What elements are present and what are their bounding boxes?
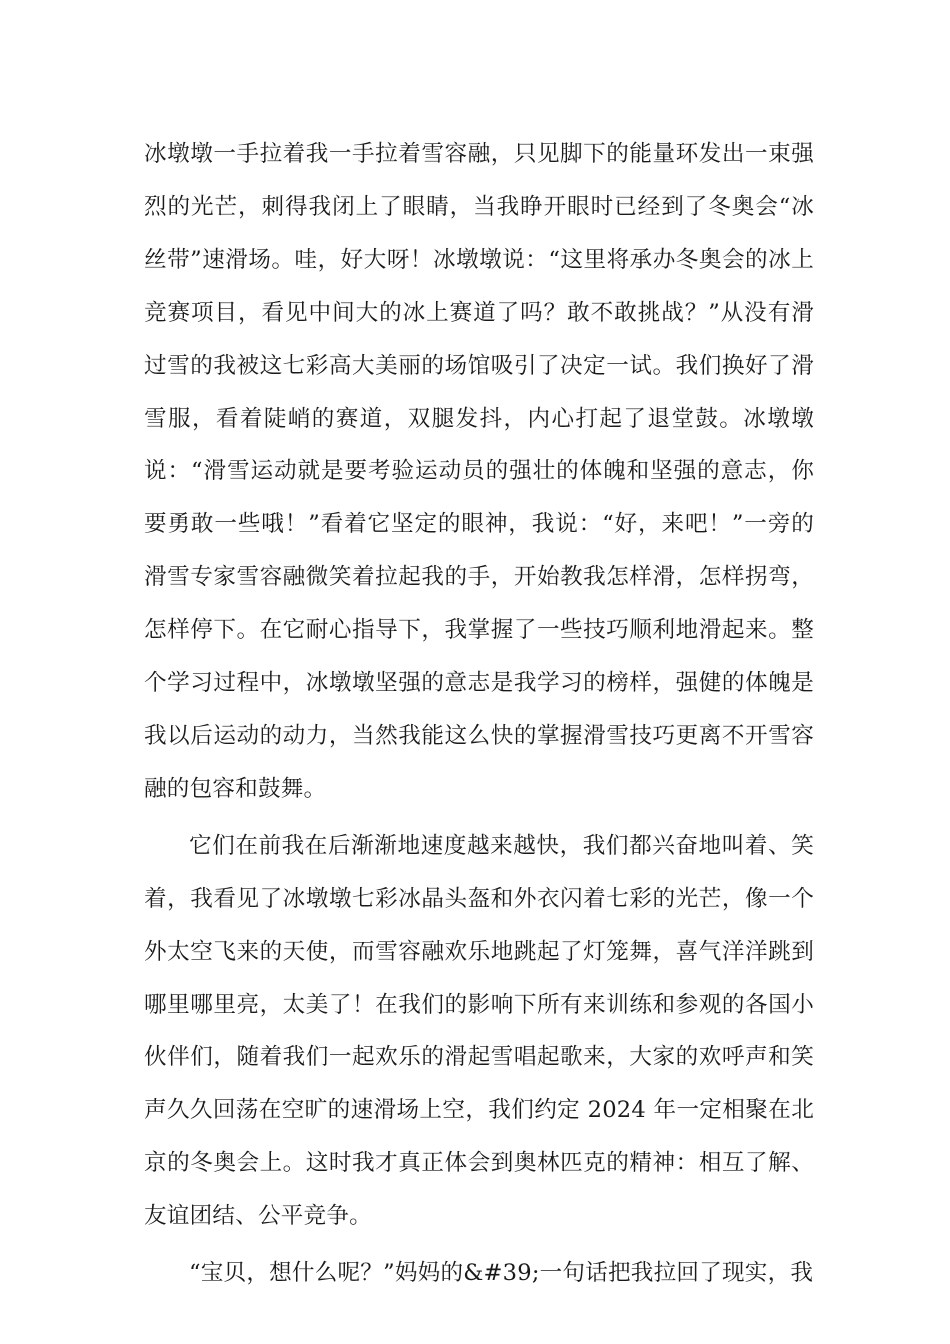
paragraph-2: 它们在前我在后渐渐地速度越来越快，我们都兴奋地叫着、笑着，我看见了冰墩墩七彩冰晶头盔和外衣闪着七彩的光芒，像一个外太空飞来的天使，而雪容融欢乐地跳起了灯笼舞，喜气洋洋跳到哪里哪里亮，太美了！在我们的影响下所有来训练和参观的各国小伙伴们，随着我们一起欢乐的滑起雪唱起歌来，大家的欢呼声和笑声久久回荡在空旷的速滑场上空，我们约定 2024 年一定相聚在北京的冬奥会上。这时我才真正体会到奥林匹克的精神：相互了解、友谊团结、公平竞争。 [144,832,814,1230]
document-page [144,128,814,1300]
paragraph-1: 冰墩墩一手拉着我一手拉着雪容融，只见脚下的能量环发出一束强烈的光芒，刺得我闭上了眼睛，当我睁开眼时已经到了冬奥会“冰丝带”速滑场。哇，好大呀！冰墩墩说：“这里将承办冬奥会的冰上竞赛项目，看见中间大的冰上赛道了吗？敢不敢挑战？”从没有滑过雪的我被这七彩高大美丽的场馆吸引了决定一试。我们换好了滑雪服，看着陡峭的赛道，双腿发抖，内心打起了退堂鼓。冰墩墩说：“滑雪运动就是要考验运动员的强壮的体魄和坚强的意志，你要勇敢一些哦！”看着它坚定的眼神，我说：“好，来吧！”一旁的滑雪专家雪容融微笑着拉起我的手，开始教我怎样滑，怎样拐弯，怎样停下。在它耐心指导下，我掌握了一些技巧顺利地滑起来。整个学习过程中，冰墩墩坚强的意志是我学习的榜样，强健的体魄是我以后运动的动力，当然我能这么快的掌握滑雪技巧更离不开雪容融的包容和鼓舞。 [144,141,814,802]
paragraph-3: “宝贝，想什么呢？”妈妈的&#39;一句话把我拉回了现实，我 [189,1260,814,1287]
